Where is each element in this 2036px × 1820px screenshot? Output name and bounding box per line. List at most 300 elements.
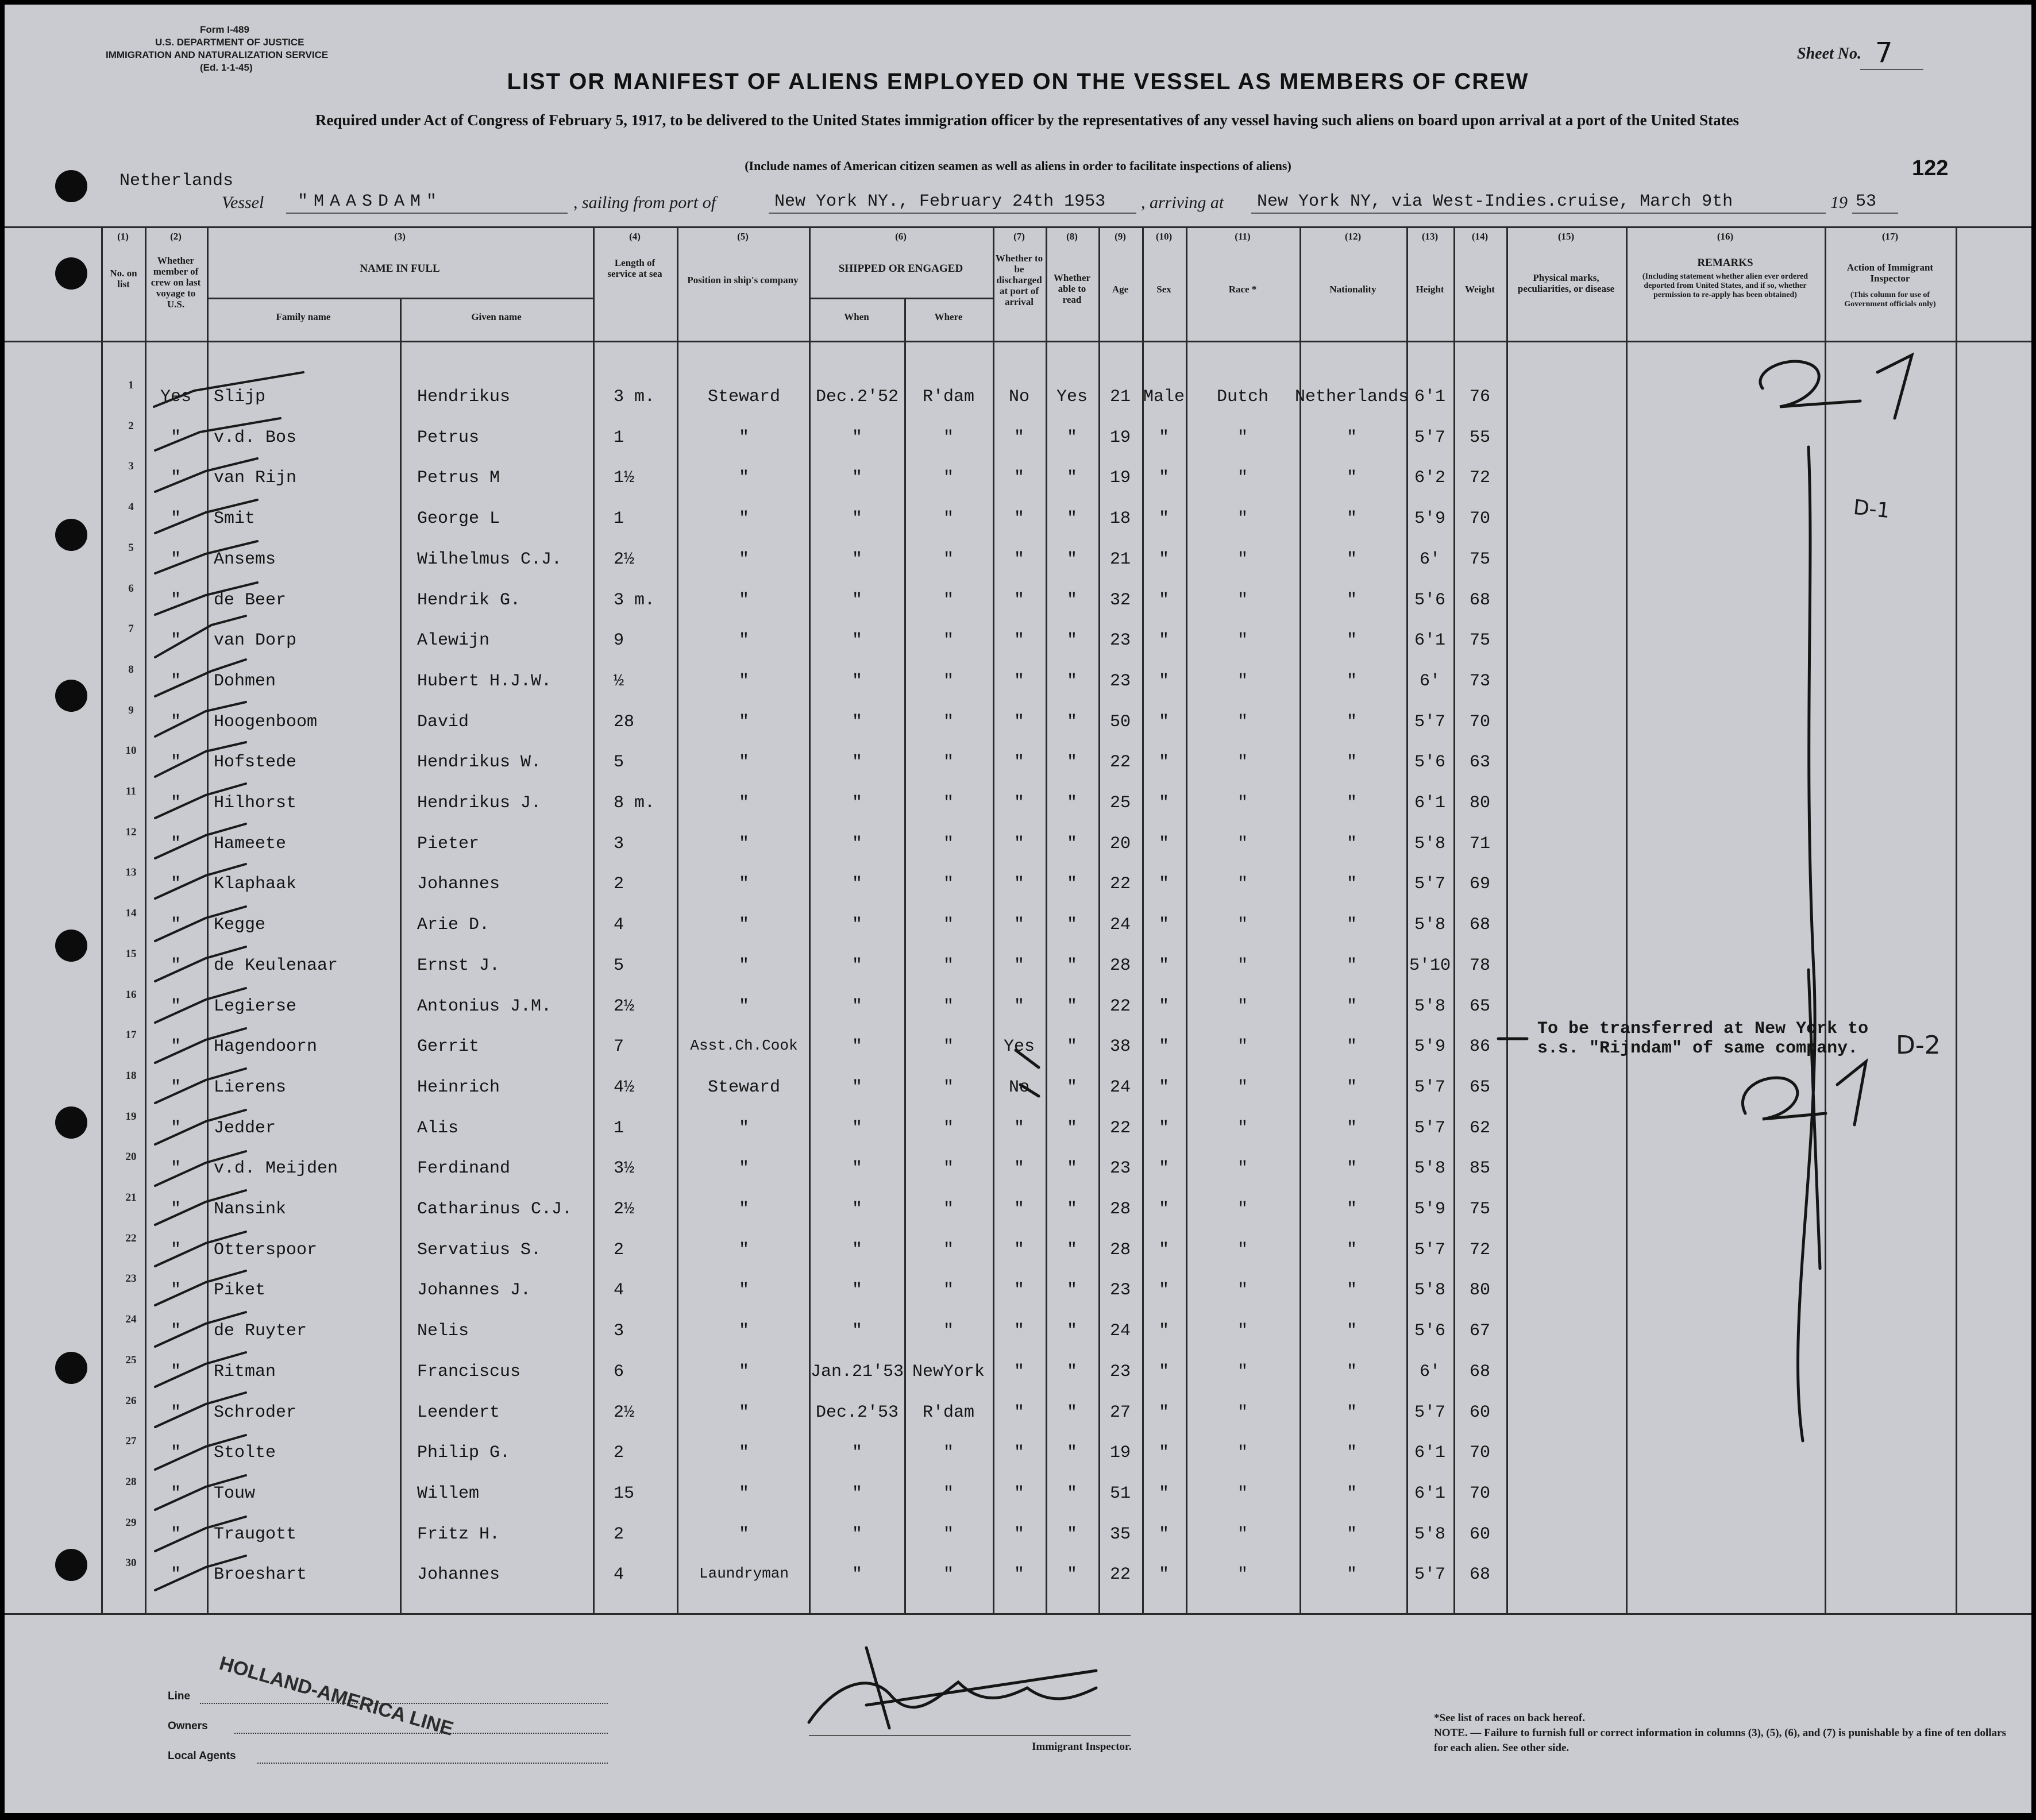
cell-given-name: Nelis — [417, 1321, 469, 1341]
cell-service: 2½ — [614, 1200, 635, 1219]
cell-discharge: No — [1008, 1078, 1029, 1097]
cell-family-name: v.d. Bos — [214, 428, 297, 448]
cell-position: " — [738, 834, 749, 854]
check-mark — [155, 1151, 246, 1186]
cell-nationality: " — [1346, 1037, 1357, 1056]
cell-shipped-when: " — [851, 1525, 862, 1544]
cell-weight: 75 — [1469, 1200, 1490, 1219]
cell-nationality: Netherlands — [1294, 387, 1409, 407]
cell-shipped-when: " — [851, 1078, 862, 1097]
cell-position: " — [738, 1200, 749, 1219]
cell-age: 23 — [1109, 1159, 1131, 1178]
check-mark — [155, 1069, 246, 1103]
cell-age: 22 — [1109, 1119, 1131, 1138]
col-header-number: No. on list — [110, 268, 137, 290]
cell-given-name: Willem — [417, 1484, 480, 1503]
cell-row-number: 5 — [128, 542, 134, 554]
cell-prior-voyage: " — [170, 428, 181, 448]
check-mark — [155, 947, 246, 981]
cell-given-name: Johannes — [417, 1565, 500, 1584]
cell-weight: 76 — [1469, 387, 1490, 407]
cell-weight: 78 — [1469, 956, 1490, 975]
cell-row-number: 9 — [128, 704, 134, 716]
col-number: (6) — [895, 231, 907, 242]
cell-discharge: " — [1013, 1484, 1024, 1503]
cell-weight: 75 — [1469, 550, 1490, 569]
cell-nationality: " — [1346, 1240, 1357, 1260]
cell-shipped-where: " — [943, 1443, 954, 1463]
cell-discharge: " — [1013, 1565, 1024, 1584]
cell-row-number: 30 — [125, 1557, 137, 1569]
cell-shipped-where: " — [943, 874, 954, 894]
cell-position: " — [738, 997, 749, 1016]
check-mark — [155, 742, 246, 777]
col-header-height: Height — [1416, 284, 1444, 295]
cell-nationality: " — [1346, 509, 1357, 529]
cell-position: " — [738, 550, 749, 569]
cell-nationality: " — [1346, 874, 1357, 894]
cell-prior-voyage: " — [170, 591, 181, 610]
cell-prior-voyage: " — [170, 834, 181, 854]
cell-height: 5'8 — [1414, 1525, 1445, 1544]
cell-age: 23 — [1109, 672, 1131, 691]
cell-weight: 68 — [1469, 591, 1490, 610]
cell-position: Asst.Ch.Cook — [690, 1037, 798, 1054]
vessel-name: "MAASDAM" — [298, 192, 443, 211]
cell-family-name: Hagendoorn — [214, 1037, 318, 1056]
check-mark — [155, 1435, 246, 1470]
cell-prior-voyage: " — [170, 997, 181, 1016]
cell-discharge: " — [1013, 874, 1024, 894]
col-number: (1) — [117, 231, 129, 242]
cell-family-name: Lierens — [214, 1078, 287, 1097]
cell-sex: " — [1158, 834, 1169, 854]
cell-sex: " — [1158, 874, 1169, 894]
cell-position: " — [738, 1159, 749, 1178]
cell-prior-voyage: " — [170, 1078, 181, 1097]
cell-height: 5'7 — [1414, 874, 1445, 894]
cell-age: 22 — [1109, 874, 1131, 894]
cell-shipped-when: " — [851, 550, 862, 569]
cell-family-name: Nansink — [214, 1200, 287, 1219]
cell-position: Steward — [707, 387, 781, 407]
cell-prior-voyage: " — [170, 1321, 181, 1341]
check-mark — [155, 660, 246, 696]
cell-given-name: Ferdinand — [417, 1159, 511, 1178]
cell-nationality: " — [1346, 1321, 1357, 1341]
cell-height: 5'9 — [1414, 1200, 1445, 1219]
check-mark — [155, 458, 257, 492]
cell-weight: 86 — [1469, 1037, 1490, 1056]
cell-height: 6'1 — [1414, 793, 1445, 813]
col-number: (5) — [737, 231, 749, 242]
cell-shipped-when: Jan.21'53 — [810, 1362, 904, 1382]
cell-height: 5'10 — [1409, 956, 1451, 975]
cell-weight: 60 — [1469, 1525, 1490, 1544]
check-mark — [155, 988, 246, 1023]
cell-service: 1 — [614, 509, 624, 529]
cell-shipped-where: " — [943, 1281, 954, 1300]
cell-family-name: de Beer — [214, 591, 287, 610]
cell-nationality: " — [1346, 672, 1357, 691]
cell-shipped-where: " — [943, 1240, 954, 1260]
cell-age: 23 — [1109, 631, 1131, 650]
check-mark — [155, 1312, 246, 1347]
cell-race: " — [1237, 672, 1248, 691]
cell-family-name: Touw — [214, 1484, 256, 1503]
cell-service: 6 — [614, 1362, 624, 1382]
cell-race: " — [1237, 956, 1248, 975]
cell-discharge: " — [1013, 1525, 1024, 1544]
cell-given-name: Hubert H.J.W. — [417, 672, 552, 691]
cell-given-name: Hendrikus — [417, 387, 511, 407]
cell-row-number: 28 — [125, 1476, 137, 1488]
cell-prior-voyage: " — [170, 793, 181, 813]
check-mark — [155, 583, 257, 615]
cell-sex: " — [1158, 1443, 1169, 1463]
cell-age: 28 — [1109, 1200, 1131, 1219]
cell-read: " — [1066, 956, 1077, 975]
cell-row-number: 6 — [128, 583, 134, 595]
cell-sex: " — [1158, 1240, 1169, 1260]
check-mark — [155, 1110, 246, 1144]
cell-discharge: " — [1013, 712, 1024, 732]
cell-position: " — [738, 1119, 749, 1138]
agents-blank — [257, 1763, 608, 1764]
cell-age: 22 — [1109, 753, 1131, 772]
cell-prior-voyage: " — [170, 1525, 181, 1544]
cell-weight: 85 — [1469, 1159, 1490, 1178]
cell-service: 3 m. — [614, 387, 655, 407]
cell-sex: " — [1158, 793, 1169, 813]
cell-prior-voyage: " — [170, 1200, 181, 1219]
cell-shipped-where: " — [943, 1119, 954, 1138]
sailing-label: , sailing from port of — [573, 193, 716, 212]
cell-given-name: Leendert — [417, 1403, 500, 1422]
cell-row-number: 12 — [125, 826, 137, 838]
cell-position: Steward — [707, 1078, 781, 1097]
cell-sex: Male — [1143, 387, 1185, 407]
cell-prior-voyage: " — [170, 712, 181, 732]
cell-shipped-when: " — [851, 1119, 862, 1138]
cell-shipped-when: " — [851, 712, 862, 732]
cell-race: " — [1237, 1159, 1248, 1178]
cell-read: " — [1066, 997, 1077, 1016]
cell-height: 6'2 — [1414, 468, 1445, 488]
cell-race: " — [1237, 834, 1248, 854]
cell-row-number: 18 — [125, 1070, 137, 1082]
cell-family-name: Ritman — [214, 1362, 276, 1382]
cell-shipped-when: " — [851, 1159, 862, 1178]
check-mark — [155, 1190, 246, 1225]
cell-discharge: " — [1013, 672, 1024, 691]
cell-read: " — [1066, 428, 1077, 448]
cell-family-name: Jedder — [214, 1119, 276, 1138]
check-mark — [155, 1393, 246, 1427]
cell-nationality: " — [1346, 834, 1357, 854]
check-marks — [154, 372, 303, 1590]
col-header-prior-voyage: Whether member of crew on last voyage to U.S. — [151, 255, 201, 310]
col-header-name: NAME IN FULL — [360, 263, 440, 275]
cell-shipped-when: " — [851, 1240, 862, 1260]
cell-shipped-when: " — [851, 793, 862, 813]
col-number: (11) — [1235, 231, 1251, 242]
cell-sex: " — [1158, 1484, 1169, 1503]
cell-shipped-where: " — [943, 712, 954, 732]
cell-age: 27 — [1109, 1403, 1131, 1422]
cell-service: 4½ — [614, 1078, 635, 1097]
check-mark — [155, 907, 246, 941]
cell-sex: " — [1158, 997, 1169, 1016]
cell-position: " — [738, 1443, 749, 1463]
cell-age: 23 — [1109, 1281, 1131, 1300]
cell-position: " — [738, 956, 749, 975]
cell-prior-voyage: " — [170, 468, 181, 488]
cell-prior-voyage: " — [170, 509, 181, 529]
inspector-label: Immigrant Inspector. — [1032, 1741, 1132, 1753]
cell-weight: 72 — [1469, 468, 1490, 488]
cell-weight: 65 — [1469, 1078, 1490, 1097]
cell-read: " — [1066, 874, 1077, 894]
col-number: (14) — [1471, 231, 1489, 242]
cell-read: " — [1066, 1119, 1077, 1138]
cell-discharge: " — [1013, 631, 1024, 650]
cell-sex: " — [1158, 468, 1169, 488]
cell-discharge: " — [1013, 1403, 1024, 1422]
cell-shipped-where: R'dam — [922, 1403, 974, 1422]
cell-height: 5'7 — [1414, 1078, 1445, 1097]
penalty-note: NOTE. — Failure to furnish full or correct information in columns (3), (5), (6), and (7) is punishable by a fine of ten dollars for each alien. See other side. — [1434, 1727, 2006, 1754]
cell-weight: 73 — [1469, 672, 1490, 691]
cell-nationality: " — [1346, 915, 1357, 935]
cell-sex: " — [1158, 915, 1169, 935]
col-header-read: Whether able to read — [1053, 272, 1091, 305]
cell-shipped-where: NewYork — [912, 1362, 985, 1382]
cell-age: 28 — [1109, 1240, 1131, 1260]
col-header-discharge: Whether to be discharged at port of arrival — [995, 253, 1043, 307]
cell-position: " — [738, 672, 749, 691]
cell-position: " — [738, 1484, 749, 1503]
cell-nationality: " — [1346, 1281, 1357, 1300]
cell-row-number: 14 — [125, 907, 137, 919]
cell-nationality: " — [1346, 1525, 1357, 1544]
cell-age: 24 — [1109, 1321, 1131, 1341]
cell-given-name: Hendrikus J. — [417, 793, 542, 813]
cell-race: " — [1237, 753, 1248, 772]
cell-height: 5'6 — [1414, 591, 1445, 610]
cell-position: " — [738, 1240, 749, 1260]
cell-weight: 70 — [1469, 1484, 1490, 1503]
cell-read: " — [1066, 915, 1077, 935]
cell-sex: " — [1158, 550, 1169, 569]
col-header-nationality: Nationality — [1329, 284, 1376, 295]
cell-height: 5'7 — [1414, 1240, 1445, 1260]
cell-given-name: Petrus M — [417, 468, 500, 488]
cell-discharge: No — [1008, 387, 1029, 407]
transfer-remark-line1: To be transferred at New York to — [1537, 1019, 1869, 1039]
cell-prior-voyage: " — [170, 1037, 181, 1056]
cell-age: 19 — [1109, 1443, 1131, 1463]
check-mark — [155, 616, 246, 657]
cell-nationality: " — [1346, 428, 1357, 448]
cell-nationality: " — [1346, 1403, 1357, 1422]
cell-family-name: Stolte — [214, 1443, 276, 1463]
cell-shipped-when: " — [851, 1321, 862, 1341]
cell-race: " — [1237, 793, 1248, 813]
cell-service: 9 — [614, 631, 624, 650]
cell-nationality: " — [1346, 1119, 1357, 1138]
cell-given-name: Gerrit — [417, 1037, 480, 1056]
cell-sex: " — [1158, 1200, 1169, 1219]
cell-nationality: " — [1346, 550, 1357, 569]
cell-given-name: Servatius S. — [417, 1240, 542, 1260]
cell-race: " — [1237, 1565, 1248, 1584]
cell-weight: 68 — [1469, 1362, 1490, 1382]
cell-discharge: " — [1013, 1119, 1024, 1138]
cell-family-name: Legierse — [214, 997, 297, 1016]
vessel-flag: Netherlands — [119, 171, 234, 191]
col-header-where: Where — [934, 311, 963, 322]
cell-race: " — [1237, 1321, 1248, 1341]
cell-prior-voyage: " — [170, 1403, 181, 1422]
cell-discharge: " — [1013, 834, 1024, 854]
cell-given-name: Ernst J. — [417, 956, 500, 975]
cell-shipped-where: " — [943, 1484, 954, 1503]
check-mark — [155, 1271, 246, 1305]
cell-position: " — [738, 1321, 749, 1341]
check-mark — [155, 864, 246, 899]
cell-row-number: 13 — [125, 866, 137, 878]
cell-weight: 60 — [1469, 1403, 1490, 1422]
cell-sex: " — [1158, 1525, 1169, 1544]
cell-prior-voyage: " — [170, 1484, 181, 1503]
cell-position: Laundryman — [699, 1565, 789, 1582]
check-mark — [155, 541, 257, 573]
cell-row-number: 24 — [125, 1313, 137, 1325]
cell-age: 23 — [1109, 1362, 1131, 1382]
cell-height: 5'8 — [1414, 1281, 1445, 1300]
cell-given-name: Johannes — [417, 874, 500, 894]
cell-read: " — [1066, 1484, 1077, 1503]
cell-weight: 69 — [1469, 874, 1490, 894]
cell-shipped-where: " — [943, 834, 954, 854]
cell-row-number: 26 — [125, 1395, 137, 1407]
check-mark — [154, 372, 303, 407]
cell-row-number: 20 — [125, 1151, 137, 1163]
check-mark — [155, 702, 246, 737]
cell-height: 5'8 — [1414, 997, 1445, 1016]
cell-discharge: " — [1013, 550, 1024, 569]
check-mark — [155, 500, 257, 533]
cell-nationality: " — [1346, 591, 1357, 610]
cell-row-number: 15 — [125, 948, 137, 960]
check-mark — [155, 1556, 246, 1590]
cell-shipped-when: " — [851, 1200, 862, 1219]
cell-height: 5'9 — [1414, 509, 1445, 529]
cell-height: 6'1 — [1414, 387, 1445, 407]
cell-given-name: Arie D. — [417, 915, 490, 935]
cell-given-name: Philip G. — [417, 1443, 511, 1463]
cell-shipped-where: " — [943, 1037, 954, 1056]
check-mark — [155, 1232, 246, 1266]
cell-position: " — [738, 1403, 749, 1422]
cell-family-name: Smit — [214, 509, 256, 529]
check-mark — [155, 784, 246, 818]
cell-discharge: " — [1013, 997, 1024, 1016]
cell-age: 35 — [1109, 1525, 1131, 1544]
sheet-number: 7 — [1875, 37, 1893, 69]
cell-service: 7 — [614, 1037, 624, 1056]
cell-weight: 68 — [1469, 915, 1490, 935]
cell-race: " — [1237, 428, 1248, 448]
arriving-label: , arriving at — [1141, 193, 1224, 212]
cell-sex: " — [1158, 1078, 1169, 1097]
col-header-shipped: SHIPPED OR ENGAGED — [838, 263, 963, 275]
cell-shipped-when: " — [851, 834, 862, 854]
cell-read: " — [1066, 1443, 1077, 1463]
cell-weight: 80 — [1469, 1281, 1490, 1300]
cell-shipped-where: " — [943, 793, 954, 813]
col-number: (7) — [1013, 231, 1025, 242]
cell-height: 5'8 — [1414, 915, 1445, 935]
cell-row-number: 22 — [125, 1232, 137, 1244]
cell-family-name: van Dorp — [214, 631, 297, 650]
cell-service: 2½ — [614, 997, 635, 1016]
cell-discharge: " — [1013, 468, 1024, 488]
cell-race: " — [1237, 915, 1248, 935]
cell-shipped-where: " — [943, 468, 954, 488]
cell-service: 3 — [614, 1321, 624, 1341]
cell-weight: 75 — [1469, 631, 1490, 650]
cell-row-number: 29 — [125, 1517, 137, 1529]
cell-weight: 68 — [1469, 1565, 1490, 1584]
cell-discharge: " — [1013, 1240, 1024, 1260]
handwritten-annotations — [5, 5, 2031, 1813]
cell-service: 4 — [614, 1281, 624, 1300]
cell-race: " — [1237, 874, 1248, 894]
cell-shipped-where: " — [943, 1200, 954, 1219]
cell-shipped-when: " — [851, 997, 862, 1016]
cell-shipped-where: " — [943, 915, 954, 935]
cell-shipped-where: R'dam — [922, 387, 974, 407]
cell-read: " — [1066, 1159, 1077, 1178]
bracket-line — [1798, 447, 1820, 1441]
cell-row-number: 1 — [128, 379, 134, 391]
holland-america-stamp: HOLLAND-AMERICA LINE — [217, 1652, 456, 1740]
cell-prior-voyage: " — [170, 874, 181, 894]
col-header-remarks: REMARKS — [1697, 257, 1753, 269]
cell-shipped-where: " — [943, 428, 954, 448]
cell-service: 2 — [614, 1525, 624, 1544]
cell-prior-voyage: " — [170, 1240, 181, 1260]
cell-row-number: 16 — [125, 989, 137, 1001]
cell-row-number: 21 — [125, 1192, 137, 1204]
cell-row-number: 8 — [128, 664, 134, 676]
cell-read: " — [1066, 1565, 1077, 1584]
cell-height: 6'1 — [1414, 1443, 1445, 1463]
manifest-page — [5, 5, 2031, 1813]
sailing-from: New York NY., February 24th 1953 — [774, 192, 1106, 211]
cell-sex: " — [1158, 509, 1169, 529]
cell-shipped-where: " — [943, 956, 954, 975]
cell-position: " — [738, 509, 749, 529]
cell-read: " — [1066, 468, 1077, 488]
cell-prior-voyage: " — [170, 915, 181, 935]
cell-row-number: 2 — [128, 420, 134, 432]
cell-discharge: " — [1013, 793, 1024, 813]
cell-row-number: 19 — [125, 1110, 137, 1123]
cell-family-name: Piket — [214, 1281, 266, 1300]
